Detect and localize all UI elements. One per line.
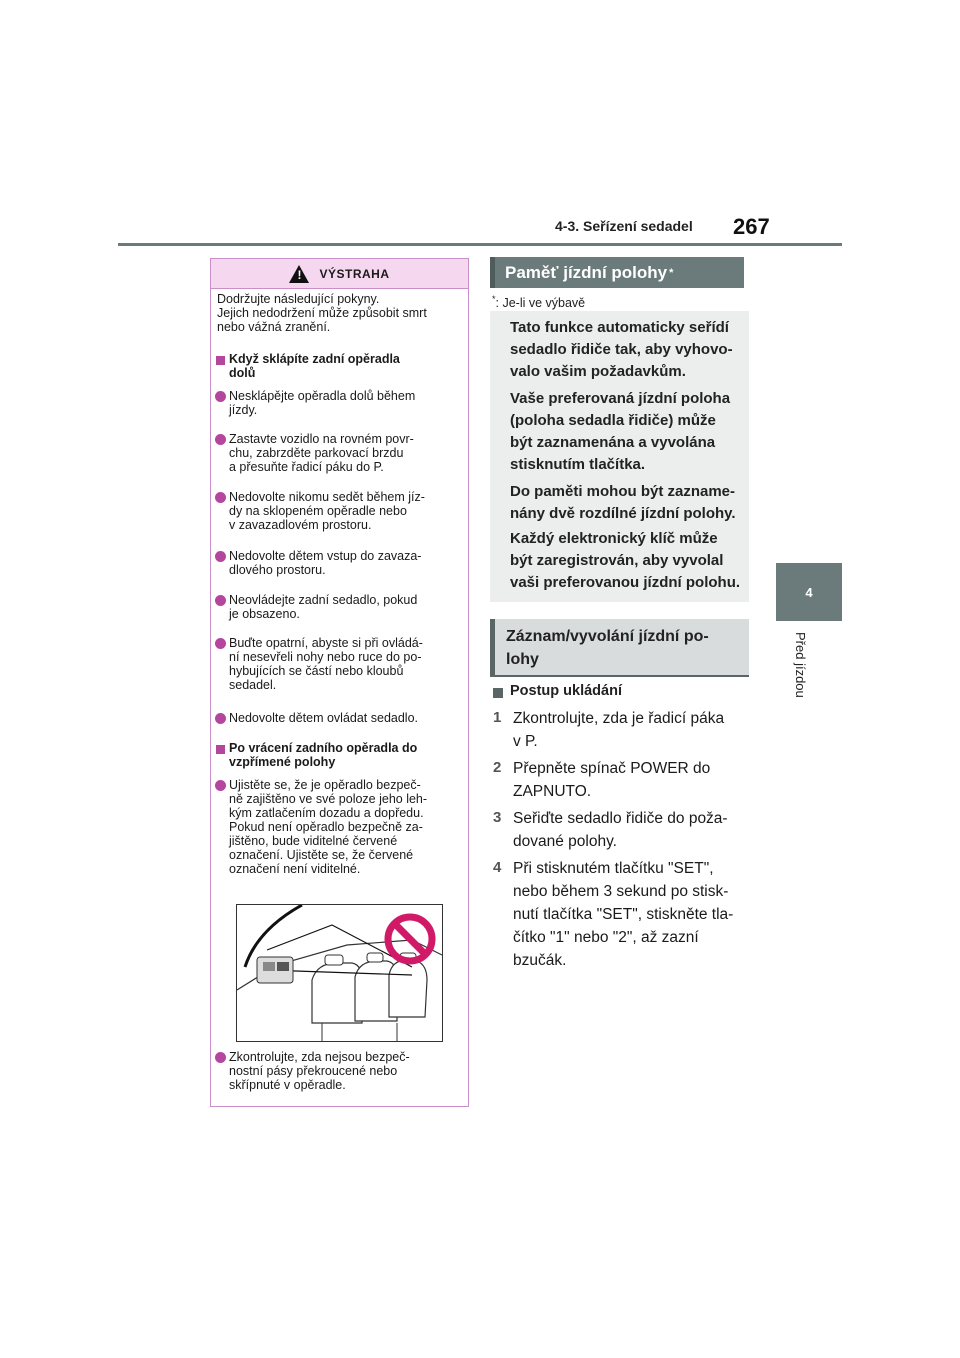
warning-intro-line: Jejich nedodržení může způsobit smrt	[217, 306, 427, 320]
bullet-line: Zastavte vozidlo na rovném povr-	[229, 432, 414, 446]
footnote-text: : Je-li ve výbavě	[495, 296, 586, 311]
square-bullet-icon	[216, 356, 225, 365]
chapter-tab: 4	[776, 563, 842, 621]
step-line: Seřiďte sedadlo řidiče do poža-	[513, 810, 728, 827]
intro-paragraph	[510, 388, 746, 476]
record-heading	[490, 619, 749, 677]
step-line: dované polohy.	[513, 833, 617, 850]
bullet-line: Ujistěte se, že je opěradlo bezpeč-	[229, 778, 421, 792]
warning-triangle-icon: !	[289, 265, 309, 283]
bullet-icon	[215, 551, 226, 562]
bullet-icon	[215, 638, 226, 649]
bullet-line: nostní pásy překroucené nebo	[229, 1064, 398, 1078]
record-heading-text	[506, 625, 741, 671]
bullet-line: Nesklápějte opěradla dolů během	[229, 389, 416, 403]
warning-subheading	[229, 352, 400, 380]
intro-line: Tato funkce automaticky seřídí	[510, 319, 729, 336]
page-number: 267	[733, 214, 770, 239]
intro-line: vaši preferovanou jízdní polohu.	[510, 574, 741, 591]
bullet-line: Nedovolte dětem vstup do zavaza-	[229, 549, 422, 563]
step-line: Při stisknutém tlačítku "SET",	[513, 860, 714, 877]
bullet-icon	[215, 492, 226, 503]
step-number: 4	[493, 859, 502, 876]
rear-seat-illustration	[236, 904, 443, 1042]
step-number: 3	[493, 809, 502, 826]
bullet-line: Nedovolte nikomu sedět během jíz-	[229, 490, 425, 504]
footnote	[492, 294, 585, 310]
warning-header	[211, 259, 468, 289]
bullet-line: označení není viditelné.	[229, 862, 361, 876]
step-line: Zkontrolujte, zda je řadicí páka	[513, 710, 725, 727]
step-line: ZAPNUTO.	[513, 783, 592, 800]
bullet-icon	[215, 780, 226, 791]
warning-title: VÝSTRAHA	[319, 266, 390, 281]
seat-drawing	[237, 905, 442, 1041]
step-line: nutí tlačítka "SET", stiskněte tla-	[513, 906, 734, 923]
bullet-line: Pokud není opěradlo bezpečně za-	[229, 820, 423, 834]
memory-heading	[490, 257, 744, 288]
bullet-icon	[215, 1052, 226, 1063]
warning-bullet	[229, 593, 417, 621]
bullet-icon	[215, 434, 226, 445]
record-heading-line: lohy	[506, 651, 539, 668]
bullet-line: v zavazadlovém prostoru.	[229, 518, 372, 532]
subheading-line: dolů	[229, 366, 256, 380]
warning-intro-line: nebo vážná zranění.	[217, 320, 331, 334]
intro-paragraph	[510, 528, 746, 594]
bullet-line: chu, zabrzděte parkovací brzdu	[229, 446, 404, 460]
bullet-line: sedadel.	[229, 678, 277, 692]
bullet-line: a přesuňte řadicí páku do P.	[229, 460, 384, 474]
subheading-line: Po vrácení zadního opěradla do	[229, 741, 418, 755]
bullet-line: Nedovolte dětem ovládat sedadlo.	[229, 711, 419, 725]
warning-bullet	[229, 549, 421, 577]
intro-line: (poloha sedadla řidiče) může	[510, 412, 716, 429]
bullet-line: Neovládejte zadní sedadlo, pokud	[229, 593, 418, 607]
warning-bullet	[229, 432, 414, 474]
intro-paragraph	[510, 481, 746, 525]
bullet-line: Zkontrolujte, zda nejsou bezpeč-	[229, 1050, 410, 1064]
bullet-line: jištěno, bude viditelné červené	[229, 834, 398, 848]
intro-line: Do paměti mohou být zazname-	[510, 483, 736, 500]
bullet-line: je obsazeno.	[229, 607, 300, 621]
warning-bullet	[229, 490, 425, 532]
chapter-label: Před jízdou	[793, 632, 808, 698]
section-title: 4-3. Seřízení sedadel	[555, 218, 693, 234]
step-line: v P.	[513, 733, 538, 750]
intro-paragraph	[510, 317, 746, 383]
intro-line: sedadlo řidiče tak, aby vyhovo-	[510, 341, 733, 358]
square-bullet-icon	[493, 688, 503, 698]
warning-bullet	[229, 389, 415, 417]
warning-bullet	[229, 1050, 410, 1092]
header-rule	[118, 243, 842, 246]
step-number: 2	[493, 759, 502, 776]
intro-line: Vaše preferovaná jízdní poloha	[510, 390, 731, 407]
intro-line: Každý elektronický klíč může	[510, 530, 718, 547]
step-text	[513, 857, 743, 972]
square-bullet-icon	[216, 745, 225, 754]
intro-line: být zaregistrován, aby vyvolal	[510, 552, 724, 569]
heading-asterisk: *	[669, 266, 674, 279]
intro-line: stisknutím tlačítka.	[510, 456, 646, 473]
warning-bullet	[229, 636, 423, 692]
procedure-title: Postup ukládání	[510, 683, 622, 699]
step-line: nebo během 3 sekund po stisk-	[513, 883, 729, 900]
step-line: bzučák.	[513, 952, 567, 969]
memory-intro-box	[490, 311, 749, 602]
warning-subheading	[229, 741, 417, 769]
bullet-line: kým zatlačením dozadu a dopředu.	[229, 806, 424, 820]
bullet-line: dy na sklopeném opěradle nebo	[229, 504, 407, 518]
warning-intro-line: Dodržujte následující pokyny.	[217, 292, 380, 306]
bullet-line: ní nesevřeli nohy nebo ruce do po-	[229, 650, 422, 664]
subheading-line: vzpřímené polohy	[229, 755, 336, 769]
bullet-line: Buďte opatrní, abyste si při ovládá-	[229, 636, 423, 650]
intro-line: valo vašim požadavkům.	[510, 363, 686, 380]
step-number: 1	[493, 709, 502, 726]
bullet-line: jízdy.	[229, 403, 258, 417]
record-heading-line: Záznam/vyvolání jízdní po-	[506, 628, 709, 645]
bullet-line: označení. Ujistěte se, že červené	[229, 848, 414, 862]
step-text	[513, 807, 743, 853]
memory-heading-text: Paměť jízdní polohy	[505, 262, 668, 282]
warning-intro	[217, 292, 427, 334]
bullet-icon	[215, 391, 226, 402]
step-text	[513, 757, 743, 803]
intro-line: být zaznamenána a vyvolána	[510, 434, 716, 451]
warning-bullet	[229, 711, 418, 725]
bullet-line: skřípnuté v opěradle.	[229, 1078, 346, 1092]
step-line: čítko "1" nebo "2", až zazní	[513, 929, 699, 946]
bullet-icon	[215, 713, 226, 724]
intro-line: nány dvě rozdílné jízdní polohy.	[510, 505, 736, 522]
bullet-line: dlového prostoru.	[229, 563, 326, 577]
bullet-line: hybujících se částí nebo kloubů	[229, 664, 404, 678]
bullet-line: ně zajištěno ve své poloze jeho leh-	[229, 792, 428, 806]
step-line: Přepněte spínač POWER do	[513, 760, 711, 777]
footnote-asterisk: *	[492, 294, 496, 304]
subheading-line: Když sklápíte zadní opěradla	[229, 352, 400, 366]
warning-bullet	[229, 778, 427, 876]
bullet-icon	[215, 595, 226, 606]
step-text	[513, 707, 743, 753]
